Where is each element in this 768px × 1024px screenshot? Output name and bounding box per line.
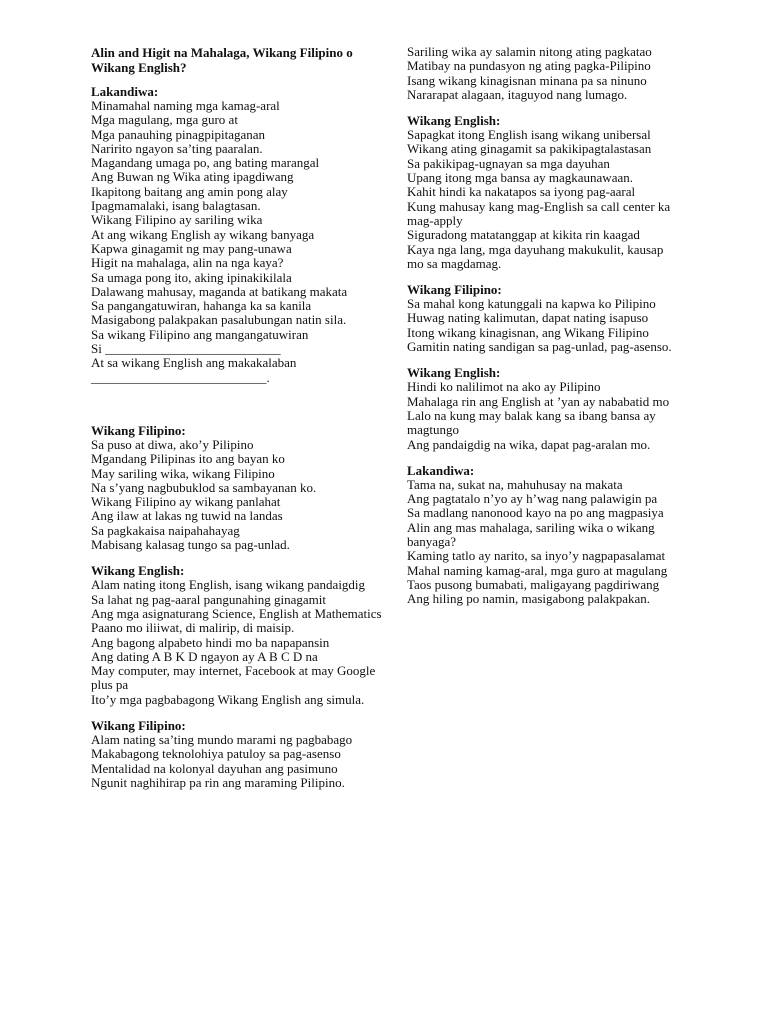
verse-line: Ikapitong baitang ang amin pong alay (91, 183, 288, 199)
verse-line: Na s’yang nagbubuklod sa sambayanan ko. (91, 479, 317, 495)
verse-line: Isang wikang kinagisnan minana pa sa ninuno (407, 72, 647, 88)
verse-line: Hindi ko nalilimot na ako ay Pilipino (407, 379, 601, 395)
verse-line: Alam nating itong English, isang wikang pandaigdig (91, 577, 366, 593)
verse-line: May sariling wika, wikang Filipino (91, 465, 275, 481)
verse-section (91, 719, 396, 790)
verse-section (91, 424, 396, 552)
verse-line: Nararapat alagaan, itaguyod nang lumago. (407, 86, 628, 102)
speaker-label: Lakandiwa: (91, 84, 159, 99)
verse-section (407, 45, 682, 102)
verse-line: Ipagmamalaki, isang balagtasan. (91, 198, 261, 214)
verse-line: Ang ilaw at lakas ng tuwid na landas (91, 508, 283, 524)
verse-line: Sa madlang nanonood kayo na po ang magpasiya (407, 505, 664, 521)
verse-line: Alam nating sa’ting mundo marami ng pagbabago (91, 731, 353, 747)
verse-line: Sapagkat itong English isang wikang unibersal (407, 127, 651, 143)
verse-section (407, 464, 682, 607)
speaker-label: Wikang Filipino: (91, 422, 186, 438)
speaker-label: Wikang English: (407, 365, 501, 381)
verse-line: Tama na, sukat na, mahuhusay na makata (407, 476, 623, 492)
speaker-label: Wikang English: (91, 563, 185, 579)
verse-line: May computer, may internet, Facebook at may Google plus pa (91, 663, 376, 693)
verse-line: Gamitin nating sandigan sa pag-unlad, pag-asenso. (407, 339, 672, 355)
verse-line: Ngunit naghihirap pa rin ang maraming Pilipino. (91, 774, 345, 790)
verse-line: At sa wikang English ang makakalaban (91, 355, 297, 371)
verse-line: Wikang Filipino ay wikang panlahat (91, 494, 281, 510)
verse-line: Sa puso at diwa, ako’y Pilipino (91, 436, 254, 452)
verse-line: Sa lahat ng pag-aaral pangunahing ginagamit (91, 591, 327, 607)
verse-line: Kapwa ginagamit ng may pang-unawa (91, 240, 292, 256)
verse-line: Taos pusong bumabati, maligayang pagdiriwang (407, 576, 660, 592)
verse-line: Kahit hindi ka nakatapos sa iyong pag-aaral (407, 184, 636, 200)
document-title: Alin and Higit na Mahalaga, Wikang Filipino o Wikang English? (91, 45, 353, 75)
verse-line: Ang pandaigdig na wika, dapat pag-aralan mo. (407, 436, 651, 452)
verse-line: Sa pangangatuwiran, hahanga ka sa kanila (91, 298, 312, 314)
speaker-label: Wikang Filipino: (407, 282, 502, 298)
right-column (407, 45, 682, 619)
speaker-label: Wikang English: (407, 113, 501, 129)
verse-line: Higit na mahalaga, alin na nga kaya? (91, 255, 284, 271)
verse-line: Minamahal naming mga kamag-aral (91, 98, 280, 113)
verse-line: Kaya nga lang, mga dayuhang makukulit, kausap mo sa magdamag. (407, 241, 664, 271)
verse-line: Kaming tatlo ay narito, sa inyo’y nagpapasalamat (407, 548, 666, 564)
verse-line: Mga panauhing pinagpipitaganan (91, 126, 266, 142)
verse-line: Ang Buwan ng Wika ating ipagdiwang (91, 169, 294, 185)
verse-line: Wikang ating ginagamit sa pakikipagtalastasan (407, 141, 652, 157)
verse-line: ___________________________. (91, 369, 270, 385)
verse-line: Mga magulang, mga guro at (91, 112, 238, 128)
verse-section (407, 114, 682, 271)
verse-line: Makabagong teknolohiya patuloy sa pag-asenso (91, 746, 341, 762)
verse-line: Ang dating A B K D ngayon ay A B C D na (91, 648, 318, 664)
verse-line: Wikang Filipino ay sariling wika (91, 212, 263, 228)
verse-line: Masigabong palakpakan pasalubungan natin sila. (91, 312, 347, 328)
verse-line: Naririto ngayon sa’ting paaralan. (91, 140, 263, 156)
verse-line: Matibay na pundasyon ng ating pagka-Pilipino (407, 58, 651, 74)
left-column (91, 45, 396, 802)
verse-line: Ito’y mga pagbabagong Wikang English ang simula. (91, 691, 365, 707)
speaker-label: Wikang Filipino: (91, 717, 186, 733)
verse-line: Ang mga asignaturang Science, English at Mathematics (91, 605, 382, 621)
verse-line: Ang hiling po namin, masigabong palakpakan. (407, 591, 650, 607)
verse-line: Sa pakikipag-ugnayan sa mga dayuhan (407, 155, 610, 171)
verse-line: Siguradong matatanggap at kikita rin kaagad (407, 227, 640, 243)
verse-line: Paano mo iliiwat, di malirip, di maisip. (91, 620, 295, 636)
verse-line: At ang wikang English ay wikang banyaga (91, 226, 315, 242)
verse-section (91, 85, 396, 385)
verse-line: Alin ang mas mahalaga, sariling wika o wikang banyaga? (407, 519, 655, 550)
verse-line: Itong wikang kinagisnan, ang Wikang Filipino (407, 324, 649, 340)
verse-line: Sa umaga pong ito, aking ipinakikilala (91, 269, 292, 285)
verse-line: Kung mahusay kang mag-English sa call center ka mag-apply (407, 198, 671, 228)
speaker-label: Lakandiwa: (407, 462, 475, 478)
verse-line: Upang itong mga bansa ay magkaunawaan. (407, 170, 633, 186)
verse-line: Huwag nating kalimutan, dapat nating isapuso (407, 310, 649, 326)
verse-line: Ang bagong alpabeto hindi mo ba napapansin (91, 634, 330, 650)
verse-line: Mahalaga rin ang English at ’yan ay nababatid mo (407, 393, 670, 409)
verse-line: Dalawang mahusay, maganda at batikang makata (91, 283, 348, 299)
verse-section (407, 366, 682, 451)
verse-line: Sa mahal kong katunggali na kapwa ko Pilipino (407, 296, 656, 312)
verse-line: Mahal naming kamag-aral, mga guro at magulang (407, 562, 668, 578)
verse-line: Mentalidad na kolonyal dayuhan ang pasimuno (91, 760, 338, 776)
verse-line: Sa pagkakaisa naipahahayag (91, 522, 240, 538)
verse-line: Lalo na kung may balak kang sa ibang bansa ay magtungo (407, 407, 656, 438)
verse-line: Ang pagtatalo n’yo ay h’wag nang palawigin pa (407, 491, 658, 507)
verse-line: Si ___________________________ (91, 341, 281, 357)
verse-line: Mgandang Pilipinas ito ang bayan ko (91, 451, 285, 467)
verse-section (91, 564, 396, 707)
verse-line: Mabisang kalasag tungo sa pag-unlad. (91, 537, 290, 553)
verse-line: Sa wikang Filipino ang mangangatuwiran (91, 326, 309, 342)
verse-line: Sariling wika ay salamin nitong ating pagkatao (407, 44, 652, 59)
verse-line: Magandang umaga po, ang bating marangal (91, 155, 320, 171)
verse-section (407, 283, 682, 354)
